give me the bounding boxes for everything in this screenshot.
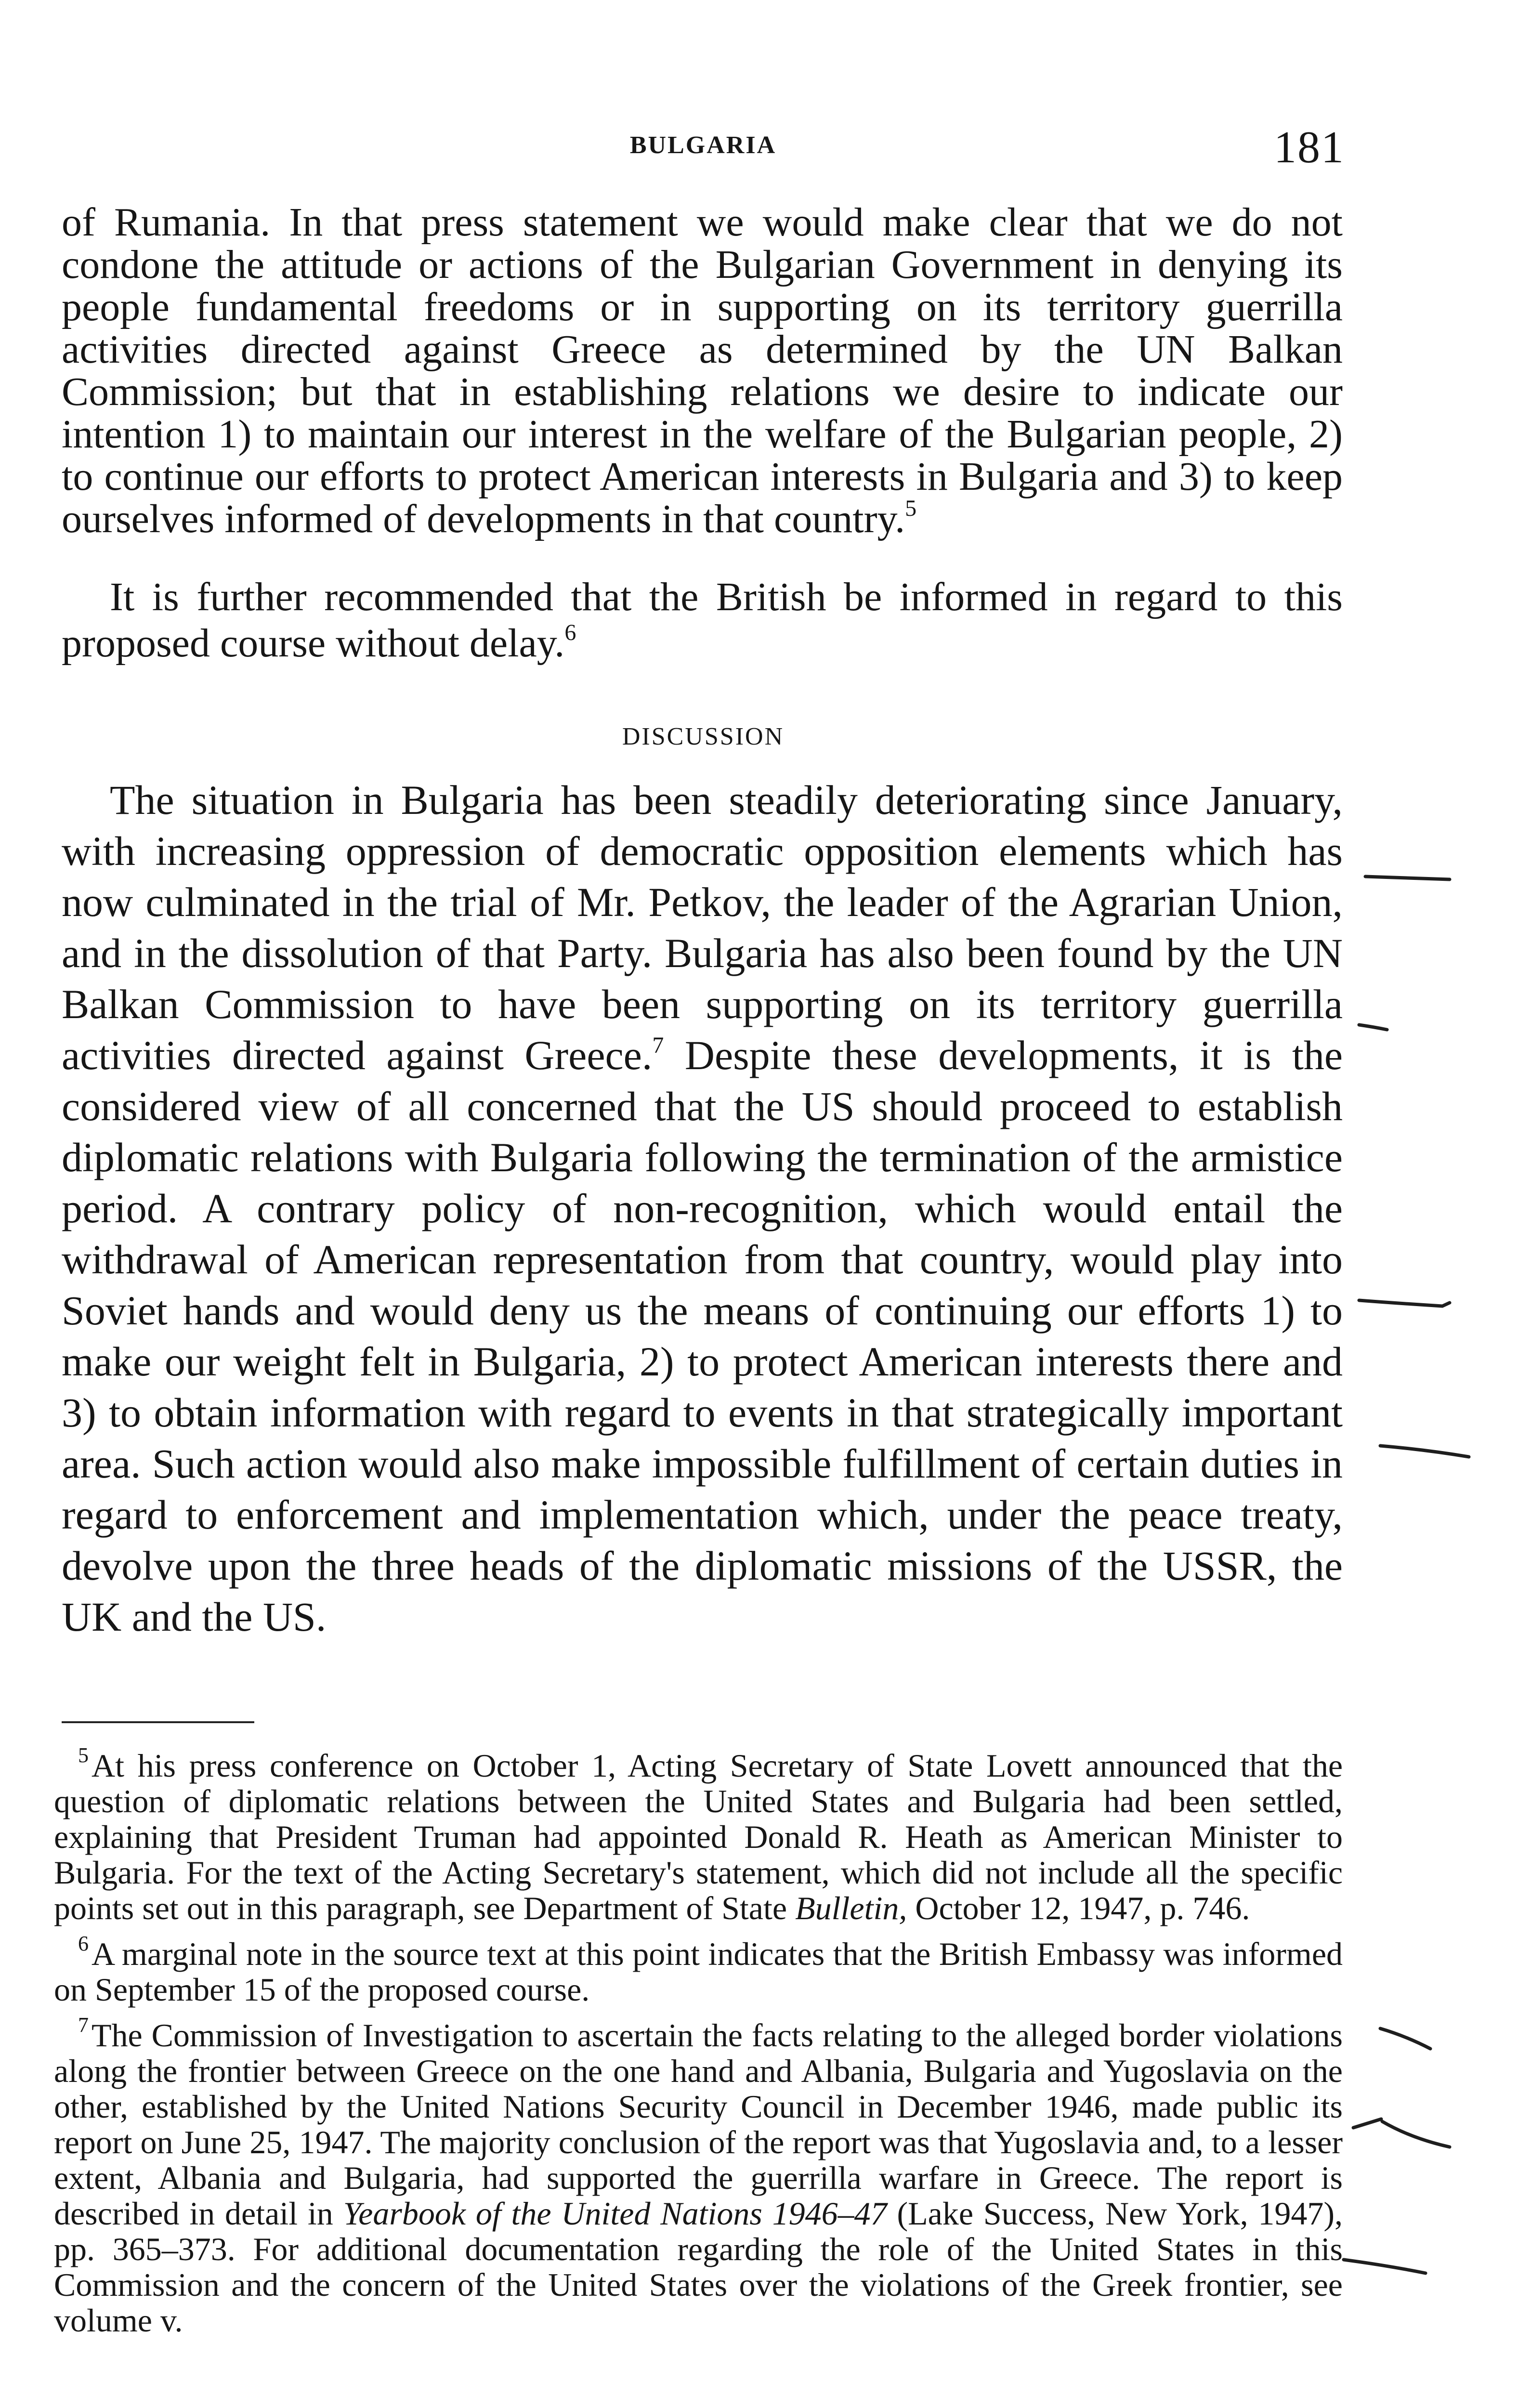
footnote-7 <box>54 2007 1343 2338</box>
footnote-text: (Lake Success, New York, 1947), pp. 365–373. For additional documentation regarding the role of the United States in this Commission and the concern of the United States over the violations of the Greek frontier, see volume v. <box>54 2195 1343 2339</box>
section-heading: DISCUSSION <box>622 723 785 750</box>
margin-mark <box>1359 1025 1387 1030</box>
footnote-ref-7: 7 <box>652 1033 664 1058</box>
footnotes <box>54 1738 1343 2338</box>
recommend-text: It is further recommended that the British be informed in regard to this proposed course without delay. <box>62 575 1343 666</box>
intro-paragraph <box>62 201 1343 540</box>
discussion-paragraph <box>62 774 1343 1642</box>
page-number: 181 <box>1274 122 1345 172</box>
footnote-text: At his press conference on October 1, Acting Secretary of State Lovett announced that the question of diplomatic relations between the United States and Bulgaria had been settled, explaining that President Truman had appointed Donald R. Heath as American Minister to Bulgaria. For the text of the Acting Secretary's statement, which did not include all the specific points set out in this paragraph, see Department of State <box>54 1747 1343 1926</box>
footnote-italic-title: Yearbook of the United Nations 1946–47 <box>343 2195 887 2232</box>
running-head <box>0 121 1518 174</box>
footnote-6 <box>54 1926 1343 2007</box>
footnote-text: October 12, 1947, p. 746. <box>907 1890 1250 1926</box>
margin-mark <box>1344 2260 1426 2273</box>
margin-mark <box>1382 2121 1450 2147</box>
discussion-text-part1: The situation in Bulgaria has been steadily deteriorating since January, with increasing oppression of democratic opposition elements which has now culminated in the trial of Mr. Petkov, the leader of the Agrarian Union, and in the dissolution of that Party. Bulgaria has also been found by the UN Balkan Commission to have been supporting on its territory guerrilla activities directed against Greece. <box>62 777 1343 1078</box>
running-title: BULGARIA <box>629 131 777 159</box>
footnote-divider <box>62 1721 254 1723</box>
footnote-text: A marginal note in the source text at this point indicates that the British Embassy was informed on September 15 of the proposed course. <box>54 1936 1343 2008</box>
recommend-paragraph <box>62 574 1343 667</box>
footnote-ref-6: 6 <box>564 620 576 645</box>
footnote-ref-5: 5 <box>905 496 917 521</box>
footnote-mark: 7 <box>78 2013 89 2037</box>
footnote-5 <box>54 1738 1343 1926</box>
footnote-text: The Commission of Investigation to ascertain the facts relating to the alleged border violations along the frontier between Greece on the one hand and Albania, Bulgaria and Yugoslavia on the other, established by the United Nations Security Council in December 1946, made public its report on June 25, 1947. The majority conclusion of the report was that Yugoslavia and, to a lesser extent, Albania and Bulgaria, had supported the guerrilla warfare in Greece. The report is described in detail in <box>54 2017 1343 2232</box>
intro-text: of Rumania. In that press statement we would make clear that we do not condone the attitude or actions of the Bulgarian Government in denying its people fundamental freedoms or in supporting on its territory guerrilla activities directed against Greece as determined by the UN Balkan Commission; but that in establishing relations we desire to indicate our intention 1) to maintain our interest in the welfare of the Bulgarian people, 2) to continue our efforts to protect American interests in Bulgaria and 3) to keep ourselves informed of developments in that country. <box>62 200 1343 541</box>
footnote-mark: 5 <box>78 1743 89 1767</box>
discussion-text-part2: Despite these developments, it is the considered view of all concerned that the US should proceed to establish diplomatic relations with Bulgaria following the termination of the armistice period. A contrary policy of non-recognition, which would entail the withdrawal of American representation from that country, would play into Soviet hands and would deny us the means of continuing our efforts 1) to make our weight felt in Bulgaria, 2) to protect American interests there and 3) to obtain information with regard to events in that strategically important area. Such action would also make impossible fulfillment of certain duties in regard to enforcement and implementation which, under the peace treaty, devolve upon the three heads of the diplomatic missions of the USSR, the UK and the US. <box>62 1032 1343 1640</box>
footnote-italic-title: Bulletin, <box>795 1890 907 1926</box>
footnote-mark: 6 <box>78 1932 89 1955</box>
margin-mark <box>1365 877 1450 879</box>
margin-mark <box>1380 2028 1430 2049</box>
margin-mark <box>1359 1300 1450 1306</box>
margin-mark <box>1353 2119 1381 2128</box>
margin-mark <box>1380 1446 1469 1457</box>
